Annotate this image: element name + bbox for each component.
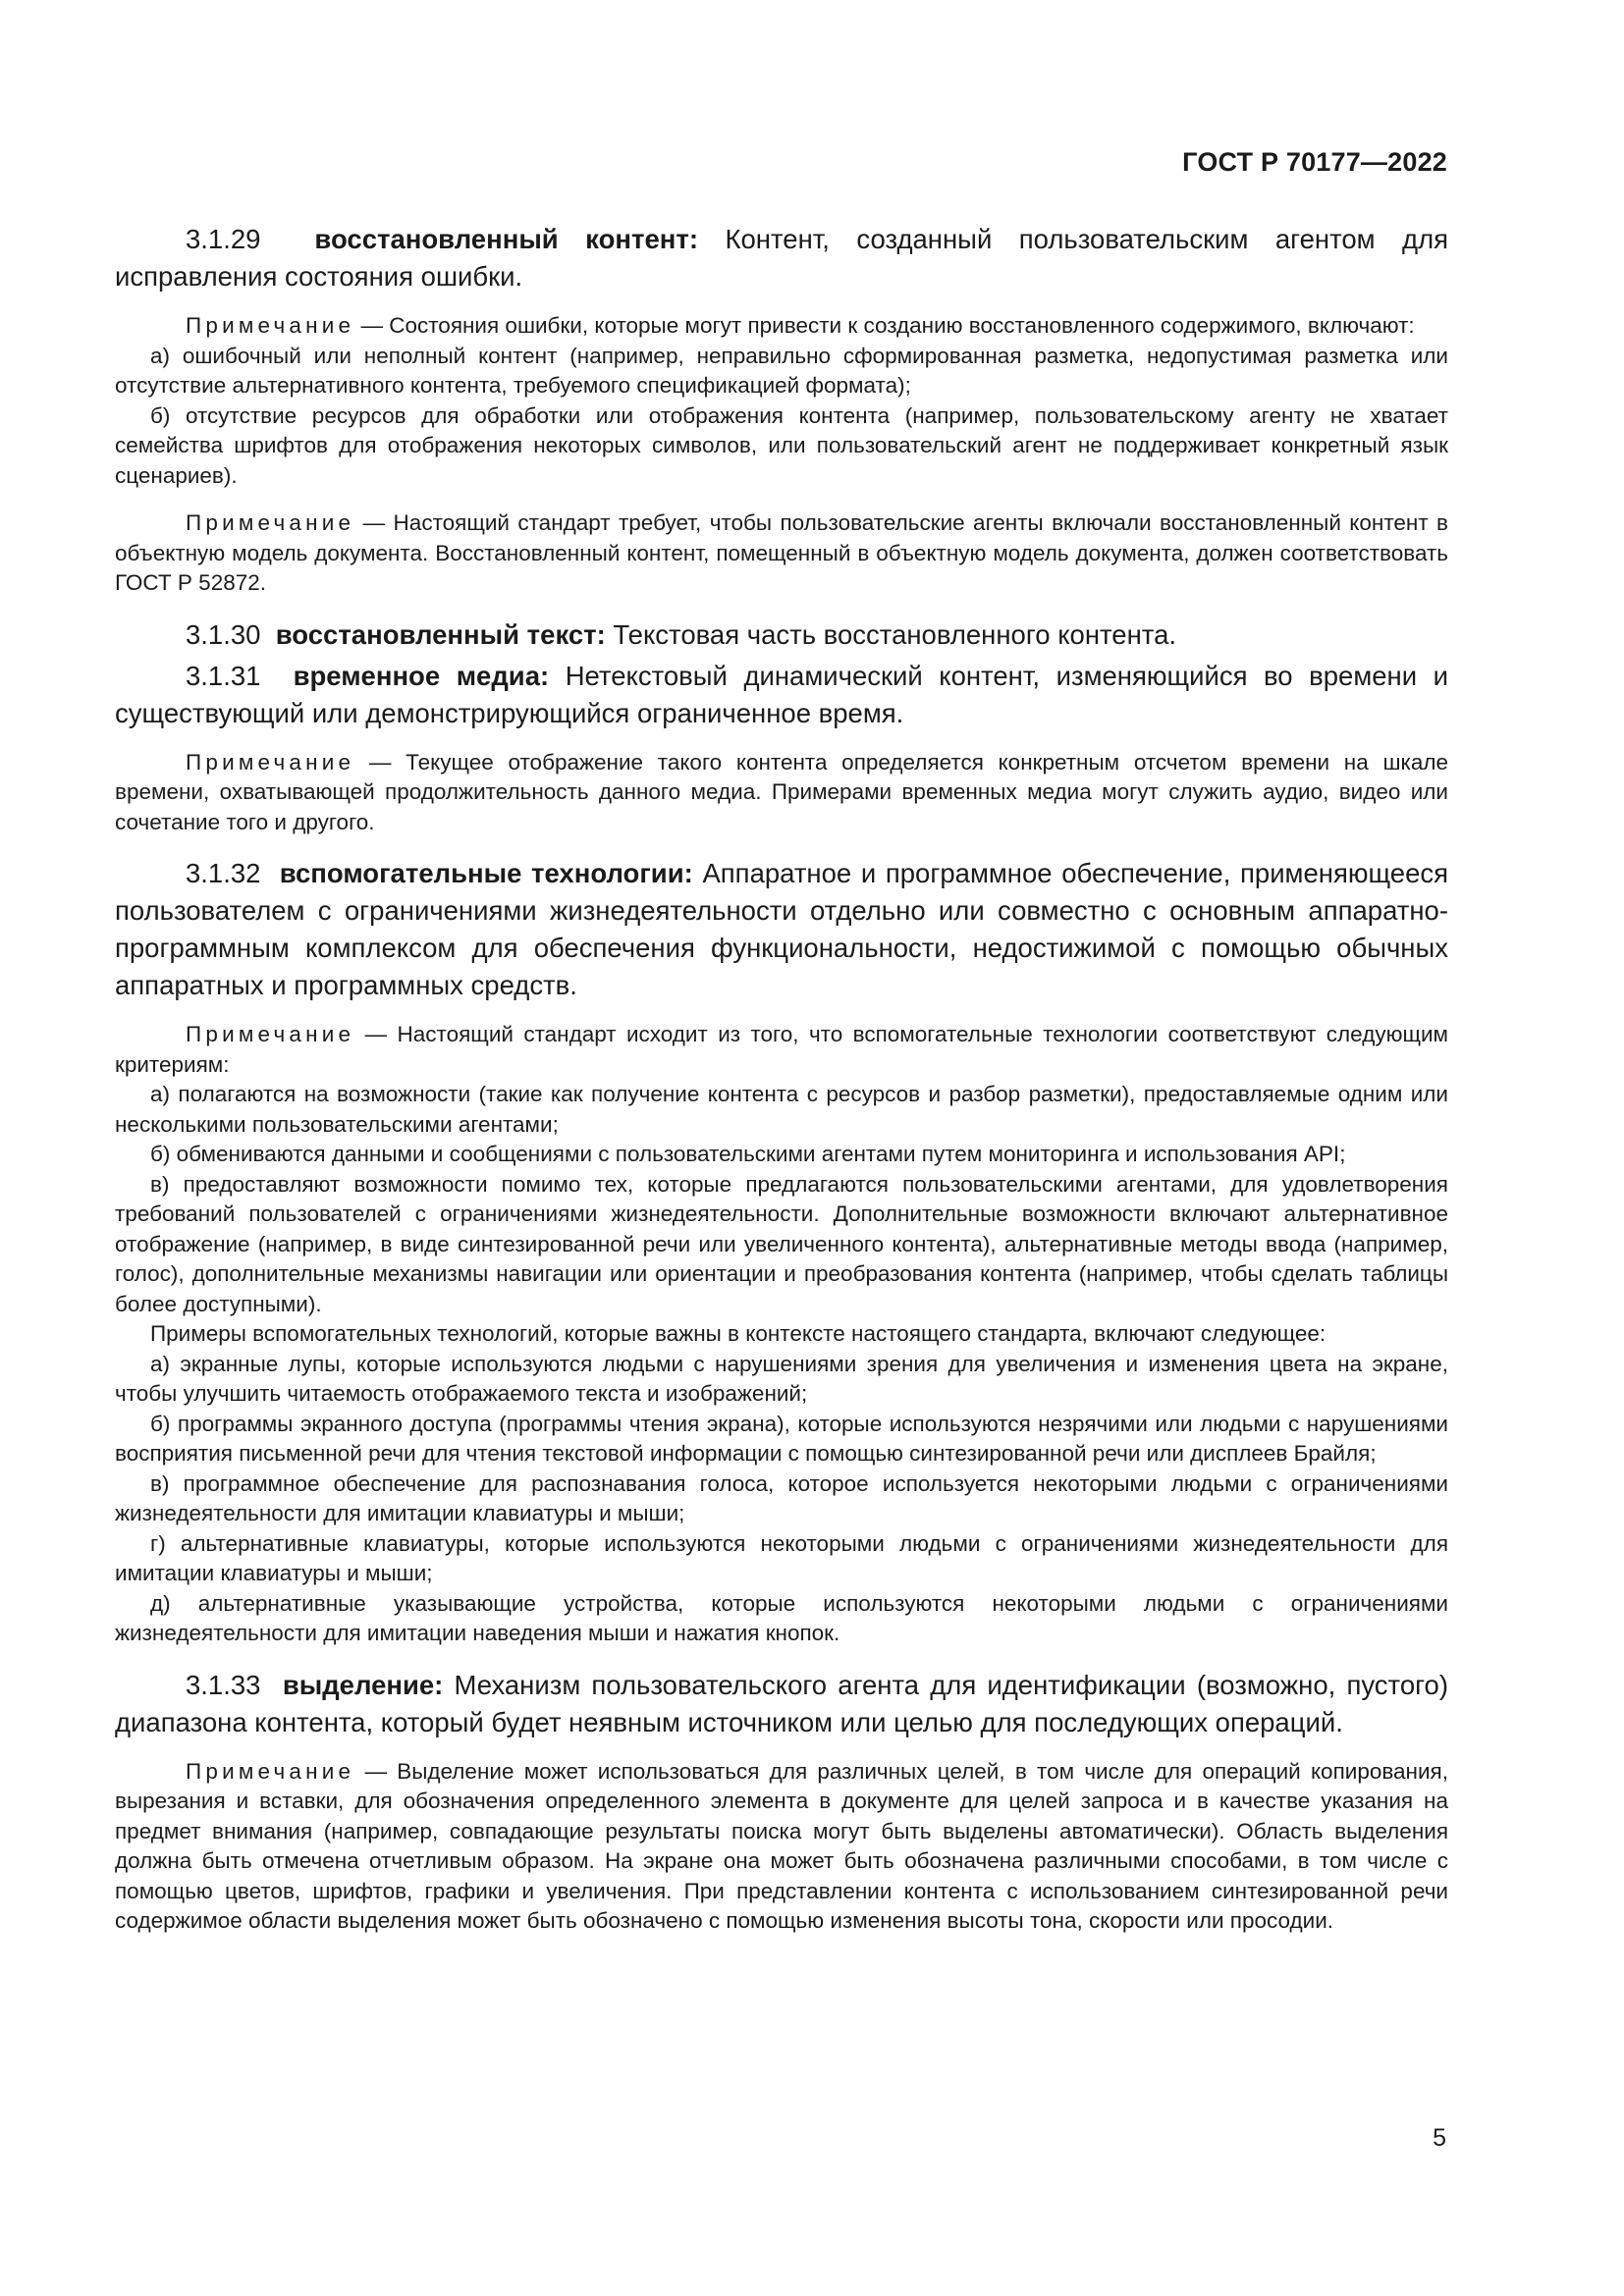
page-number: 5	[1433, 2124, 1446, 2152]
standard-designation: ГОСТ Р 70177—2022	[1182, 147, 1447, 177]
note-text: — Состояния ошибки, которые могут привести к созданию восстановленного содержимого, включают:	[354, 313, 1415, 338]
note-text: — Настоящий стандарт исходит из того, что вспомогательные технологии соответствуют следующим критериям:	[115, 1022, 1448, 1077]
term-title: выделение:	[282, 1669, 444, 1700]
note-item: в) программное обеспечение для распознавания голоса, которое используется некоторыми людьми с ограничениями жизнедеятельности для имитации клавиатуры и мыши;	[115, 1470, 1448, 1525]
term-definition: Текстовая часть восстановленного контента.	[613, 618, 1176, 650]
term-definition: Контент, созданный пользовательским агентом для исправления состояния ошибки.	[115, 224, 1449, 292]
term-3-1-32	[115, 855, 1448, 1004]
note	[115, 1757, 1448, 1937]
note-label: Примечание	[186, 1758, 355, 1784]
term-title: восстановленный текст:	[275, 618, 606, 650]
term-number: 3.1.33	[186, 1669, 261, 1700]
term-title: вспомогательные технологии:	[279, 858, 693, 888]
note-item: а) экранные лупы, которые используются людьми с нарушениями зрения для увеличения и изменения цвета на экране, чтобы улучшить читаемость отображаемого текста и изображений;	[115, 1351, 1448, 1406]
note-item: Примеры вспомогательных технологий, которые важны в контексте настоящего стандарта, включают следующее:	[150, 1321, 1326, 1346]
note-item: б) программы экранного доступа (программы чтения экрана), которые используются незрячими или людьми с нарушениями восприятия письменной речи для чтения текстовой информации с помощью синтезированной речи или дисплеев Брайля;	[115, 1411, 1448, 1466]
term-definition: Нетекстовый динамический контент, изменяющийся во времени и существующий или демонстрирующийся ограниченное время.	[115, 660, 1448, 728]
term-3-1-33	[115, 1667, 1448, 1741]
note-label: Примечание	[186, 749, 355, 774]
note-label: Примечание	[186, 313, 355, 338]
term-3-1-29	[115, 221, 1448, 295]
note-text: — Текущее отображение такого контента определяется конкретным отсчетом времени на шкале времени, охватывающей продолжительность данного медиа. Примерами временных медиа могут служить аудио, видео или сочетание того и другого.	[115, 749, 1448, 834]
note-item: б) отсутствие ресурсов для обработки или отображения контента (например, пользовательскому агенту не хватает семейства шрифтов для отображения некоторых символов, или пользовательский агент не поддерживает конкретный язык сценариев).	[115, 402, 1448, 488]
note-item: в) предоставляют возможности помимо тех, которые предлагаются пользовательскими агентами, для удовлетворения требований пользователей с ограничениями жизнедеятельности. Дополнительные возможности включают альтернативное отображение (например, в виде синтезированной речи или увеличенного контента), альтернативные методы ввода (например, голос), дополнительные механизмы навигации или ориентации и преобразования контента (например, чтобы сделать таблицы более доступными).	[115, 1171, 1448, 1316]
note-item: а) полагаются на возможности (такие как получение контента с ресурсов и разбор разметки), предоставляемые одним или несколькими пользовательскими агентами;	[115, 1082, 1448, 1137]
note-label: Примечание	[186, 1022, 355, 1046]
note-item: а) ошибочный или неполный контент (например, неправильно сформированная разметка, недопустимая разметка или отсутствие альтернативного контента, требуемого спецификацией формата);	[115, 343, 1448, 398]
term-definition: Механизм пользовательского агента для идентификации (возможно, пустого) диапазона контента, который будет неявным источником или целью для последующих операций.	[115, 1669, 1448, 1737]
note-text: — Выделение может использоваться для различных целей, в том числе для операций копирования, вырезания и вставки, для обозначения определенного элемента в документе для целей запроса и в качестве указания на предмет внимания (например, совпадающие результаты поиска могут быть выделены автоматически). Область выделения должна быть отмечена отчетливым образом. На экране она может быть обозначена различными способами, в том числе с помощью цветов, шрифтов, графики и увеличения. При представлении контента с использованием синтезированной речи содержимое области выделения может быть обозначено с помощью изменения высоты тона, скорости или просодии.	[115, 1758, 1448, 1933]
note-item: б) обмениваются данными и сообщениями с пользовательскими агентами путем мониторинга и использования API;	[150, 1142, 1346, 1166]
term-3-1-31	[115, 658, 1448, 732]
term-number: 3.1.30	[186, 618, 261, 650]
note-item: д) альтернативные указывающие устройства, которые используются некоторыми людьми с ограничениями жизнедеятельности для имитации наведения мыши и нажатия кнопок.	[115, 1590, 1448, 1645]
term-title: восстановленный контент:	[314, 224, 698, 254]
term-title: временное медиа:	[293, 660, 550, 691]
term-number: 3.1.29	[186, 224, 261, 254]
term-definition: Аппаратное и программное обеспечение, применяющееся пользователем с ограничениями жизнедеятельности отдельно или совместно с основным аппаратно-программным комплексом для обеспечения функциональности, недостижимой с помощью обычных аппаратных и программных средств.	[115, 858, 1449, 1000]
term-number: 3.1.31	[186, 660, 261, 691]
note-text: — Настоящий стандарт требует, чтобы пользовательские агенты включали восстановленный контент в объектную модель документа. Восстановленный контент, помещенный в объектную модель документа, должен соответствовать ГОСТ Р 52872.	[115, 510, 1448, 595]
term-3-1-30	[115, 616, 1448, 654]
note	[115, 748, 1448, 838]
note-item: г) альтернативные клавиатуры, которые используются некоторыми людьми с ограничениями жизнедеятельности для имитации клавиатуры и мыши;	[115, 1530, 1448, 1585]
note	[115, 1020, 1448, 1080]
page-content	[115, 221, 1448, 1937]
note-label: Примечание	[186, 510, 355, 535]
note	[115, 508, 1448, 599]
note	[115, 311, 1448, 342]
term-number: 3.1.32	[186, 858, 261, 888]
